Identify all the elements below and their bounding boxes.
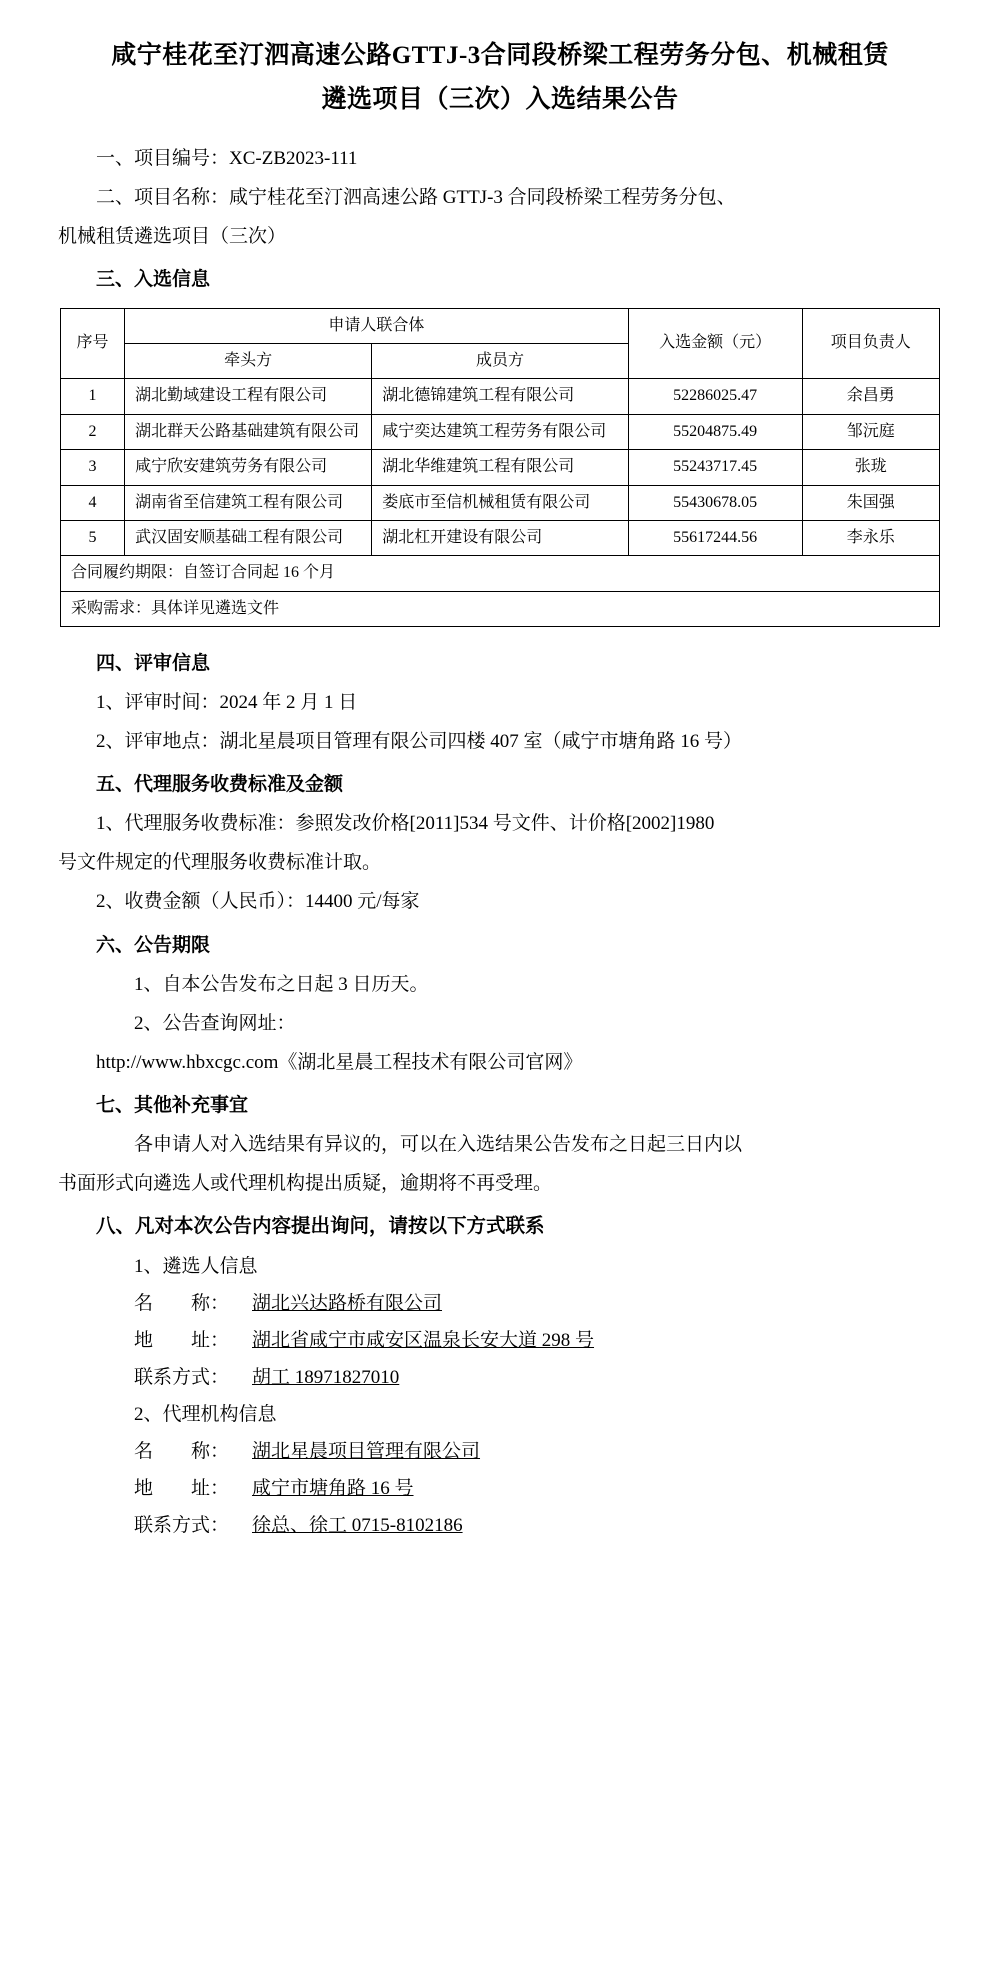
table-row	[61, 485, 940, 520]
procurement-demand: 采购需求：具体详见遴选文件	[61, 591, 940, 626]
table-row	[61, 414, 940, 449]
agent-phone-label: 联系方式：	[134, 1515, 230, 1537]
selector-name-label: 名 称：	[134, 1292, 230, 1314]
cell-manager: 邹沅庭	[802, 414, 939, 449]
selector-phone-label: 联系方式：	[134, 1367, 230, 1389]
title-line-1: 咸宁桂花至汀泗高速公路GTTJ-3合同段桥梁工程劳务分包、机械租赁	[111, 42, 889, 69]
cell-amount: 55243717.45	[628, 450, 802, 485]
table-row	[61, 379, 940, 414]
header-member: 成员方	[372, 344, 628, 379]
selector-name-value: 湖北兴达路桥有限公司	[252, 1292, 443, 1314]
agency-fee-standard-line-1: 1、代理服务收费标准：参照发改价格[2011]534 号文件、计价格[2002]1980	[96, 813, 715, 835]
selected-info-table-wrapper	[58, 308, 942, 628]
agency-fee-amount: 2、收费金额（人民币）：14400 元/每家	[96, 891, 420, 913]
section-notice-period-heading: 六、公告期限	[96, 934, 211, 956]
cell-manager: 李永乐	[802, 521, 939, 556]
selector-address-value: 湖北省咸宁市咸安区温泉长安大道 298 号	[252, 1329, 595, 1351]
header-no: 序号	[61, 308, 125, 379]
table-row	[61, 521, 940, 556]
table-header-row-1	[61, 308, 940, 343]
section-agency-fee-heading: 五、代理服务收费标准及金额	[96, 774, 344, 796]
cell-lead: 武汉固安顺基础工程有限公司	[125, 521, 372, 556]
selected-info-table	[60, 308, 940, 628]
project-number: 一、项目编号：XC-ZB2023-111	[96, 147, 358, 169]
cell-no: 2	[61, 414, 125, 449]
agent-phone-value: 徐总、徐工 0715-8102186	[252, 1515, 463, 1537]
header-amount: 入选金额（元）	[628, 308, 802, 379]
cell-manager: 朱国强	[802, 485, 939, 520]
cell-lead: 湖南省至信建筑工程有限公司	[125, 485, 372, 520]
header-lead: 牵头方	[125, 344, 372, 379]
agent-address-row	[58, 1470, 942, 1507]
notice-period-days: 1、自本公告发布之日起 3 日历天。	[134, 973, 429, 995]
review-place: 2、评审地点：湖北星晨项目管理有限公司四楼 407 室（咸宁市塘角路 16 号）	[96, 731, 743, 753]
project-name-line-1: 二、项目名称：咸宁桂花至汀泗高速公路 GTTJ-3 合同段桥梁工程劳务分包、	[96, 186, 736, 208]
other-matters-line-1: 各申请人对入选结果有异议的，可以在入选结果公告发布之日起三日内以	[134, 1133, 743, 1155]
agent-address-label: 地 址：	[134, 1478, 230, 1500]
selector-phone-value: 胡工 18971827010	[252, 1367, 400, 1389]
cell-no: 3	[61, 450, 125, 485]
title-line-2: 遴选项目（三次）入选结果公告	[321, 85, 679, 113]
cell-lead: 咸宁欣安建筑劳务有限公司	[125, 450, 372, 485]
notice-query-url[interactable]: http://www.hbxcgc.com《湖北星晨工程技术有限公司官网》	[96, 1051, 583, 1073]
agency-fee-standard-line-2: 号文件规定的代理服务收费标准计取。	[58, 852, 382, 874]
project-name-line-2: 机械租赁遴选项目（三次）	[58, 225, 287, 247]
selector-info-heading: 1、遴选人信息	[134, 1255, 258, 1277]
agent-name-value: 湖北星晨项目管理有限公司	[252, 1441, 481, 1463]
cell-member: 湖北华维建筑工程有限公司	[372, 450, 628, 485]
cell-member: 湖北德锦建筑工程有限公司	[372, 379, 628, 414]
cell-member: 咸宁奕达建筑工程劳务有限公司	[372, 414, 628, 449]
cell-manager: 余昌勇	[802, 379, 939, 414]
other-matters-line-2: 书面形式向遴选人或代理机构提出质疑，逾期将不再受理。	[58, 1172, 553, 1194]
cell-member: 湖北杠开建设有限公司	[372, 521, 628, 556]
cell-manager: 张珑	[802, 450, 939, 485]
agent-name-label: 名 称：	[134, 1441, 230, 1463]
agent-address-value: 咸宁市塘角路 16 号	[252, 1478, 414, 1500]
section-selected-info-heading: 三、入选信息	[96, 268, 211, 290]
cell-no: 5	[61, 521, 125, 556]
cell-amount: 55617244.56	[628, 521, 802, 556]
review-time: 1、评审时间：2024 年 2 月 1 日	[96, 692, 358, 714]
section-other-matters-heading: 七、其他补充事宜	[96, 1094, 249, 1116]
cell-no: 1	[61, 379, 125, 414]
cell-amount: 55204875.49	[628, 414, 802, 449]
section-contact-heading: 八、凡对本次公告内容提出询问，请按以下方式联系	[96, 1215, 545, 1237]
cell-lead: 湖北勤域建设工程有限公司	[125, 379, 372, 414]
cell-lead: 湖北群天公路基础建筑有限公司	[125, 414, 372, 449]
selector-name-row	[58, 1285, 942, 1322]
cell-no: 4	[61, 485, 125, 520]
table-footer-demand-row	[61, 591, 940, 626]
table-footer-period-row	[61, 556, 940, 591]
cell-member: 娄底市至信机械租赁有限公司	[372, 485, 628, 520]
agent-name-row	[58, 1433, 942, 1470]
selector-address-label: 地 址：	[134, 1329, 230, 1351]
section-review-info-heading: 四、评审信息	[96, 653, 211, 675]
cell-amount: 55430678.05	[628, 485, 802, 520]
page-title	[58, 34, 942, 122]
contract-period: 合同履约期限：自签订合同起 16 个月	[61, 556, 940, 591]
selector-phone-row	[58, 1359, 942, 1396]
notice-query-url-label: 2、公告查询网址：	[134, 1012, 296, 1034]
header-union: 申请人联合体	[125, 308, 629, 343]
agent-info-heading: 2、代理机构信息	[134, 1404, 277, 1426]
cell-amount: 52286025.47	[628, 379, 802, 414]
agent-phone-row	[58, 1507, 942, 1544]
selector-address-row	[58, 1322, 942, 1359]
header-manager: 项目负责人	[802, 308, 939, 379]
table-row	[61, 450, 940, 485]
